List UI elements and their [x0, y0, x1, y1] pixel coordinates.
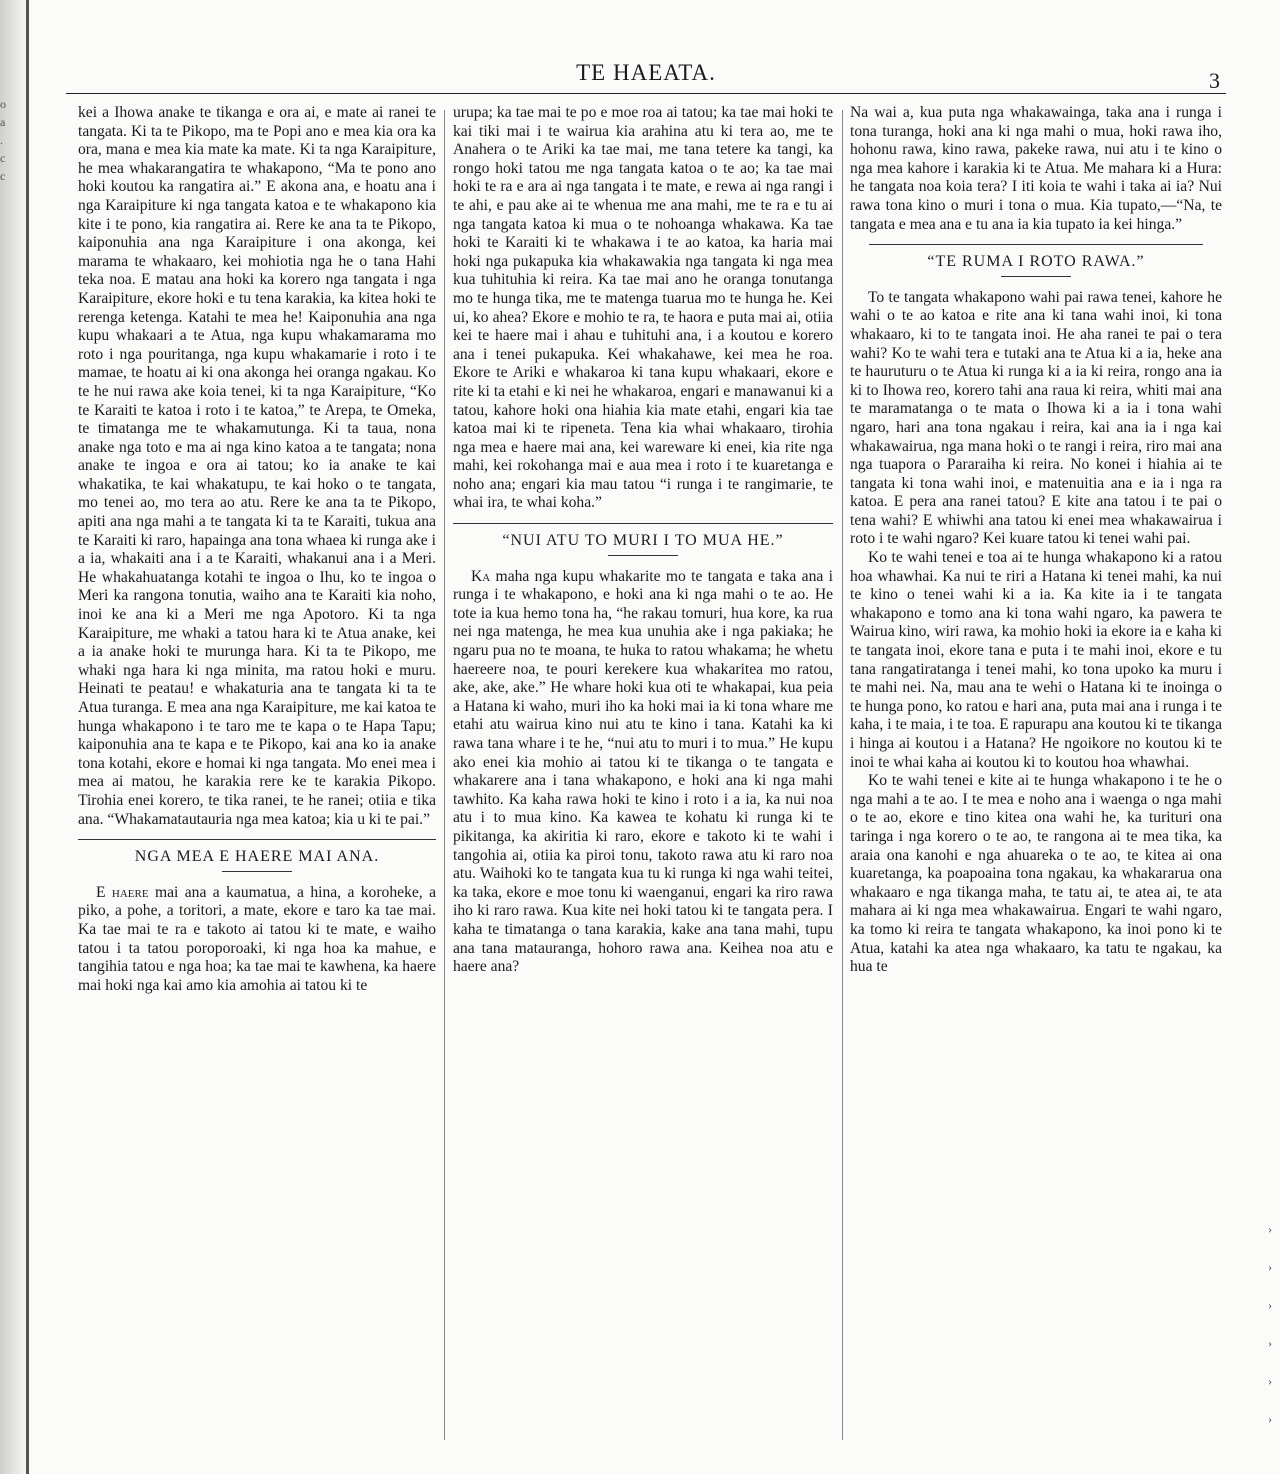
page-binding-edge	[26, 0, 29, 1474]
right-margin-marks: › › › › › ›	[1268, 1222, 1272, 1426]
newspaper-title: TE HAEATA.	[576, 60, 716, 85]
page-header	[66, 60, 1226, 93]
article-paragraph: Ko te wahi tenei e kite ai te hunga whakapono i te he o nga mahi a te ao. I te mea e noho ana i waenga o nga mahi o te ao, ekore e tino kitea ona wahi he, ka turituri ona taringa i nga korero o te ao, te rangona ai te mea tika, ka araia ona kanohi e nga ahuareka o te ao, te kitea ai ona kuaretanga, ka poapoaina tona ngakau, ka whakararua ona whakaaro e nga tikanga maha, te tatu ai, te atea ai, te ata mahara ai ki nga mea whakawairua. Engari te wahi ngaro, ka tomo ki reira te tangata whakapono, ka inoi pono ki te Atua, katahi ka atea nga whakaaro, ka tatu te ngakau, ka hua te	[850, 772, 1222, 976]
header-rule	[66, 93, 1226, 94]
column-3	[850, 104, 1222, 977]
column-2	[453, 104, 833, 977]
article-paragraph: Ko te wahi tenei e toa ai te hunga whakapono ki a ratou hoa whawhai. Ka nui te riri a Hatana ki tenei mahi, ka nui te kino o tenei wahi ki a ia. Ka kite ia i te tangata whakapono e tomo ana ki tona wahi ngaro, ka pawera te Wairua kino, wiri rawa, ka mohio hoki ia ekore ia e kaha ki te tangata inoi, ekore tana e puta i te mahi inoi, ekore e tu tana rangatiratanga i tenei mahi, ko tona upoko ka muru i te mahi nei. Na, mau ana te wehi o Hatana ki te inoinga o te hunga pono, ko ratou e hari ana, puta mai ana i runga i te kaha, i te maia, i te toa. E rapurapu ana koutou ki te tikanga i hinga ai koutou i a Hatana? He ngoikore no koutou ki te inoi te whai kaha ai koutou ki to koutou hoa whawhai.	[850, 549, 1222, 771]
section-heading: NGA MEA E HAERE MAI ANA.	[134, 848, 380, 866]
paragraph-body: maha nga kupu whakarite mo te tangata e taka ana i runga i te whakapono, e hoki ana ki nga mahi o te ao. He tote ia kua hemo tona ha, “he rakau tomuri, hua kore, ka rua nei nga matenga, he mea kua unuhia ake i nga pakiaka; he ngaru pua no te moana, te huka to ratou whakama; he whetu haereere noa, te pouri kerekere kua whakaritea mo ratou, ake, ake, ake.” He whare hoki kua oti te whakapai, kua peia a Hatana ki waho, muri iho ka hoki mai ia ki tona whare me etahi atu wairua kino nui atu te kino i tana. Katahi ka ki rawa tana whare i te he, “nui atu to muri i to mua.” He kupu ako enei kia mohio ai tatou ki te tikanga o te tangata e whakarere ana i tana whakapono, e hoki ana ki nga mahi tawhito. Ka kaha rawa hoki te kino i roto i a ia, ka nui noa atu i to mua kino. Ka kawea te kohatu ki runga ki te pikitanga, ka akiritia ki raro, ekore e takoto ki te wahi i tangohia ai, otiia ka piroi tonu, takoto rawa atu ki raro noa atu. Waihoki ko te tangata kua tu ki runga ki nga wahi teitei, ka taka, ekore e moe tonu ki waenganui, engari ka riro rawa iho ki raro rawa. Kua kite nei hoki tatou ki te tangata pera. I kaha te timatanga o tana karakia, kake ana tana mahi, tupu ana tana matauranga, hohoro rawa ana. Keihea noa atu e haere ana?	[453, 567, 833, 976]
article-paragraph: Na wai a, kua puta nga whakawainga, taka ana i runga i tona turanga, hoki ana ki nga mahi o mua, hoki rawa iho, hohonu rawa, kino rawa, pakeke rawa, nui atu i te kino o nga mea kahore i karakia ki te Atua. Me mahara ki a Hura: he tangata noa koia tera? I iti koia te wahi i taka ai ia? Nui rawa tona kino o muri i tona o mua. Kia tupato,—“Na, te tangata e mea ana e tu ana ia kia tupato ia kei hinga.”	[850, 104, 1222, 233]
left-margin-marks: ο a . c c	[0, 97, 6, 183]
paragraph-body: mai ana a kaumatua, a hina, a koroheke, a piko, a pohe, a toritori, a mate, ekore e taro ka tae mai. Ka tae mai te ra e takoto ai tatou ki te mate, e waiho tatou i ta tatou poroporoaki, ki nga hoa ka mahue, e tangihia tatou e nga hoa; ka tae mai te kawhena, ka haere mai hoki nga kai amo kia amohia ai tatou ki te	[78, 883, 436, 994]
article-paragraph: urupa; ka tae mai te po e moe roa ai tatou; ka tae mai hoki te kai tiki mai i te wairua kia arahina atu ki tera ao, me te Anahera o te Ariki ka tae mai, me tana tetere ka tangi, ka rongo hoki tatou me nga tangata katoa o te ao; ka tae mai hoki te ra e ara ai nga tangata i te mate, e rewa ai nga rangi i te ahi, e pau ake ai te whenua me ana mahi, me te ra e tu ai nga tangata katoa ki mua o te nohoanga whakawa. Ka tae hoki te Karaiti ki te whakawa i te ao katoa, ka haria mai hoki nga pukapuka kia whakawakia nga tangata ki nga mea kua tuhituhia ki reira. Ka tae mai ano he oranga tonutanga mo te hunga tika, me te matenga tuarua mo te hunga he. Kei ui, ko ahea? Ekore e mohio te ra, te haora e puta mai ai, otiia kei te haere mai i ahau e tuhituhi ana, i a koutou e korero ana i tenei pukapuka. Kei whakahawe, kei mea he roa. Ekore te Ariki e whakaroa ki tana kupu whakaari, ekore e rite ki ta etahi e ki nei he whakaroa, engari e manawanui ki a tatou, kahore hoki ona hiahia kia mate etahi, engari kia tae katoa mai ki te ripeneta. Tena kia whai whakaaro, tirohia nga mea e haere mai ana, kei wareware ki enei, kia rite nga mahi, kei rokohanga mai e aua mea i roto i te kuaretanga e noho ana; engari kia mau tatou “i runga i te rangimarie, te whai ira, te whai koha.”	[453, 104, 833, 512]
article-paragraph: kei a Ihowa anake te tikanga e ora ai, e mate ai ranei te tangata. Ki ta te Pikopo, ma te Popi ano e mea kia ora ka ora, mana e mea kia mate ka mate. Ki ta nga Karaipiture, he mea whakarangatira te whakapono, “Ma te pono ano hoki koutou ka rangatira ai.” E akona ana, e hoatu ana i nga Karaipiture ki nga tangata katoa e te whakapono kia kite i te pono, kia rangatira ai. Rere ke ana ta te Pikopo, kaiponuhia ana nga Karaipiture i ona akonga, kei marama te whakaaro, kei mohiotia nga he o tana Hahi teka noa. E matau ana hoki ka korero nga tangata i nga Karaipiture, ekore hoki e tu tena karakia, ka kitea hoki te rerenga ketenga. Katahi te mea he! Kaiponuhia ana nga kupu whakaari a te Atua, nga kupu whakamarama mo roto i nga pouritanga, nga kupu whakamarie i roto i te mamae, te hoatu ai ki ona akonga hei oranga ngakau. Ko te he nui rawa ake koia tenei, ki ta nga Karaipiture, “Ko te Karaiti te katoa i roto i te katoa,” te Arepa, te Omeka, te timatanga me te whakamutunga. Ki ta taua, nona anake nga toto e ma ai nga kino katoa a te tangata; nona anake te ingoa e ora ai tatou; ko ia anake te kai whakatika, te kai whakatupu, te kai hoko o te tangata, mo tenei ao, mo tera ao atu. Rere ke ana ta te Pikopo, apiti ana nga mahi a te tangata ki ta te Karaiti, tukua ana te Karaiti ki raro, hapainga ana tona whaea ki runga ake i a ia, whakaiti ana i a te Karaiti, whakanui ana i a Meri. He whakahuatanga kotahi te ingoa o Ihu, ko te ingoa o Meri ka rangona tonutia, waiho ana te Karaiti kia noho, inoi ke ana ki a Meri me nga Apotoro. Ki ta nga Karaipiture, me whaki a tatou hara ki te Atua anake, kei a ia anake hoki te murunga hara. Ki ta te Pikopo, me whaki nga hara ki nga minita, ma ratou hoki e muru. Heinati te peatau! e whakaturia ana te tangata ki ta te Atua turanga. E mea ana nga Karaipiture, me kai katoa te hunga whakapono i te taro me te kapa o te Hapa Tapu; kaiponuhia ana te kapa e te Pikopo, kai ana ko ia anake tona kotahi, ekore e homai ki nga tangata. Mo enei mea i mea ai matou, he karakia rere ke te karakia Pikopo. Tirohia enei korero, te tika ranei, te he ranei; otiia e tika ana. “Whakamatautauria nga mea katoa; kia u ki te pai.”	[78, 104, 436, 828]
section-separator	[78, 839, 436, 840]
column-1	[78, 104, 436, 995]
heading-rule	[608, 555, 678, 556]
section-heading: “NUI ATU TO MURI I TO MUA HE.”	[502, 532, 784, 550]
column-divider-1	[444, 110, 445, 1440]
lead-in-words: E haere	[96, 883, 149, 901]
section-heading: “TE RUMA I ROTO RAWA.”	[927, 253, 1145, 271]
article-paragraph	[453, 568, 833, 977]
lead-in-words: Ka	[471, 567, 491, 585]
page-number: 3	[1209, 68, 1220, 93]
article-paragraph: To te tangata whakapono wahi pai rawa tenei, kahore he wahi o te ao katoa e rite ana ki tana wahi inoi, ki tona whakaaro, ki to te tangata inoi. He aha ranei te pai o tera wahi? Ko te wahi tera e tutaki ana te Atua ki a ia, heke ana te hauruturu o te Atua ki runga ki a ia ki reira, rongo ana ia ki to Ihowa reo, korero tahi ana raua ki reira, whiti mai ana te maramatanga o te mata o Ihowa ki a ia i tona wahi ngaro, hari ana tona ngakau i reira, kai ana ia i nga kai whakawairua, nga mana hoki o te rangi i reira, riro mai ana nga tuapora o Pararaiha ki reira. No konei i hiahia ai te tangata ki tona wahi inoi, e matenuitia ana e ia i nga ra katoa. E pera ana ranei tatou? E kite ana tatou i te pai o tena wahi? E whiwhi ana tatou ki enei mea whakawairua i roto i te wahi ngaro? Kei kuare tatou ki tenei wahi pai.	[850, 288, 1222, 548]
section-separator	[453, 523, 833, 524]
section-separator	[869, 244, 1204, 245]
heading-rule	[1001, 276, 1071, 277]
heading-rule	[222, 871, 292, 872]
article-paragraph	[78, 884, 436, 996]
column-divider-2	[842, 110, 843, 1440]
